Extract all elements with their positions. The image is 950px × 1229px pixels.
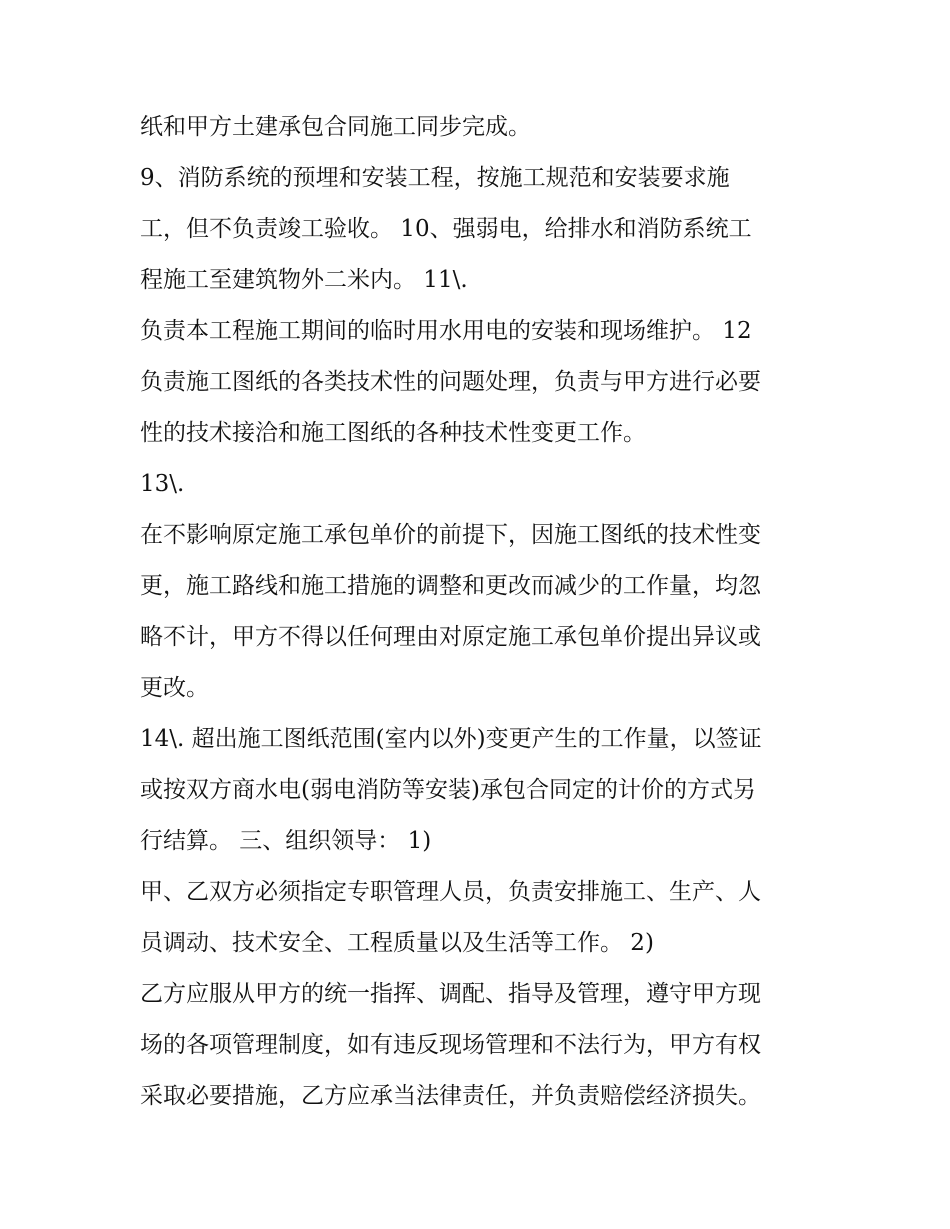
text-line: 性的技术接洽和施工图纸的各种技术性变更工作。 [140, 420, 646, 446]
text-line: 13\. [140, 471, 185, 497]
text-line: 更，施工路线和施工措施的调整和更改而减少的工作量，均忽 [140, 573, 761, 599]
text-line: 14\. 超出施工图纸范围(室内以外)变更产生的工作量，以签证 [140, 726, 762, 752]
text-line: 负责本工程施工期间的临时用水用电的安装和现场维护。 12 [140, 318, 752, 344]
text-line: 9、消防系统的预埋和安装工程，按施工规范和安装要求施 [140, 165, 730, 191]
text-line: 行结算。 三、组织领导： 1) [140, 828, 432, 854]
text-line: 略不计，甲方不得以任何理由对原定施工承包单价提出异议或 [140, 624, 761, 650]
text-line: 乙方应服从甲方的统一指挥、调配、指导及管理，遵守甲方现 [140, 981, 761, 1007]
text-line: 场的各项管理制度，如有违反现场管理和不法行为，甲方有权 [140, 1032, 761, 1058]
text-line: 程施工至建筑物外二米内。 11\. [140, 267, 468, 293]
text-line: 在不影响原定施工承包单价的前提下，因施工图纸的技术性变 [140, 522, 761, 548]
text-line: 更改。 [140, 675, 209, 701]
text-line: 纸和甲方土建承包合同施工同步完成。 [140, 114, 531, 140]
text-line: 采取必要措施，乙方应承当法律责任，并负责赔偿经济损失。 [140, 1083, 761, 1109]
text-line: 负责施工图纸的各类技术性的问题处理，负责与甲方进行必要 [140, 369, 761, 395]
text-line: 或按双方商水电(弱电消防等安装)承包合同定的计价的方式另 [140, 777, 756, 803]
document-body [140, 102, 830, 1122]
text-line: 工，但不负责竣工验收。 10、强弱电，给排水和消防系统工 [140, 216, 752, 242]
text-line: 员调动、技术安全、工程质量以及生活等工作。 2) [140, 930, 654, 956]
text-line: 甲、乙双方必须指定专职管理人员，负责安排施工、生产、人 [140, 879, 761, 905]
